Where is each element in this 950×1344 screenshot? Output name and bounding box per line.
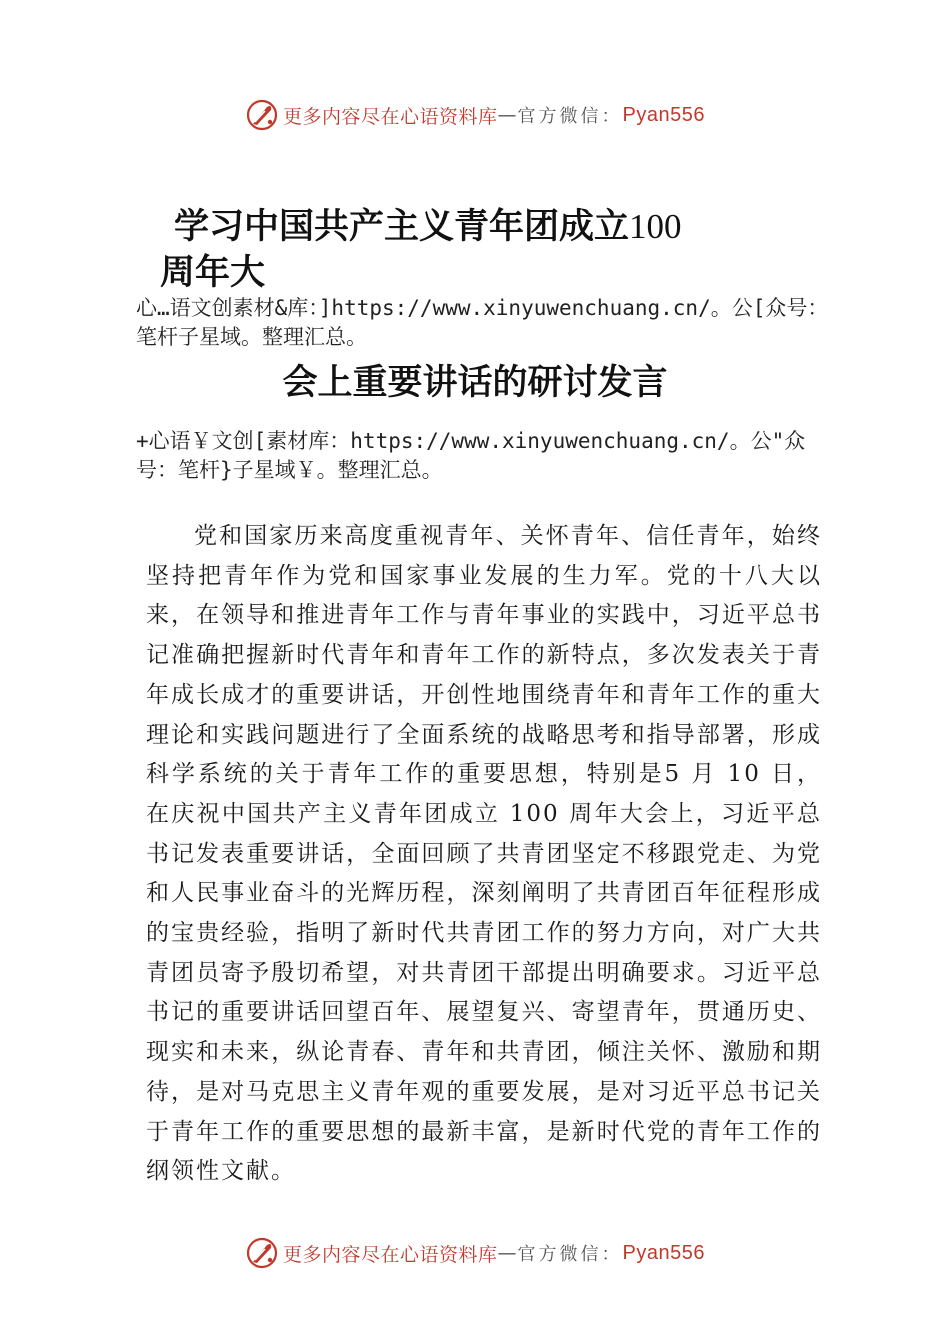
banner-wechat-id: Pyan556 — [622, 1241, 705, 1264]
header-banner — [0, 95, 950, 135]
watermark-text-2: +心语￥文创[素材库：https://www.xinyuwenchuang.cn/。公"众号：笔杆}子星域￥。整理汇总。 — [136, 429, 806, 482]
watermark-text-1: 心…语文创素材&库：]https://www.xinyuwenchuang.cn/。公[众号：笔杆子星域。整理汇总。 — [136, 296, 829, 349]
banner-promo-text: 更多内容尽在心语资料库 — [283, 1243, 498, 1266]
banner-wechat-id: Pyan556 — [622, 103, 705, 126]
footer-banner — [0, 1233, 950, 1273]
title-number: 100 — [629, 207, 682, 246]
title-text-part1: 学习中国共产主义青年团成立 — [174, 206, 630, 247]
banner-promo-text: 更多内容尽在心语资料库 — [283, 105, 498, 128]
banner-wechat-label: 官方微信： — [517, 106, 623, 127]
title-text-part2: 周年大 — [160, 252, 266, 293]
banner-separator: — — [497, 1242, 518, 1264]
document-subtitle: 会上重要讲话的研讨发言 — [282, 362, 668, 403]
quill-pen-logo-icon — [245, 98, 279, 132]
body-paragraph: 党和国家历来高度重视青年、关怀青年、信任青年，始终坚持把青年作为党和国家事业发展的生力军。党的十八大以来，在领导和推进青年工作与青年事业的实践中，习近平总书记准确把握新时代青年和青年工作的新特点，多次发表关于青年成长成才的重要讲话，开创性地围绕青年和青年工作的重大理论和实践问题进行了全面系统的战略思考和指导部署，形成科学系统的关于青年工作的重要思想，特别是5 月 10 日，在庆祝中国共产主义青年团成立 100 周年大会上，习近平总书记发表重要讲话，全面回顾了共青团坚定不移跟党走、为党和人民事业奋斗的光辉历程，深刻阐明了共青团百年征程形成的宝贵经验，指明了新时代共青团工作的努力方向，对广大共青团员寄予殷切希望，对共青团干部提出明确要求。习近平总书记的重要讲话回望百年、展望复兴、寄望青年，贯通历史、现实和未来，纵论青春、青年和共青团，倾注关怀、激励和期待，是对马克思主义青年观的重要发展，是对习近平总书记关于青年工作的重要思想的最新丰富，是新时代党的青年工作的纲领性文献。 — [146, 523, 822, 1185]
banner-wechat-label: 官方微信： — [517, 1244, 623, 1265]
quill-pen-logo-icon — [245, 1236, 279, 1270]
banner-separator: — — [497, 104, 518, 126]
document-title — [160, 204, 760, 296]
